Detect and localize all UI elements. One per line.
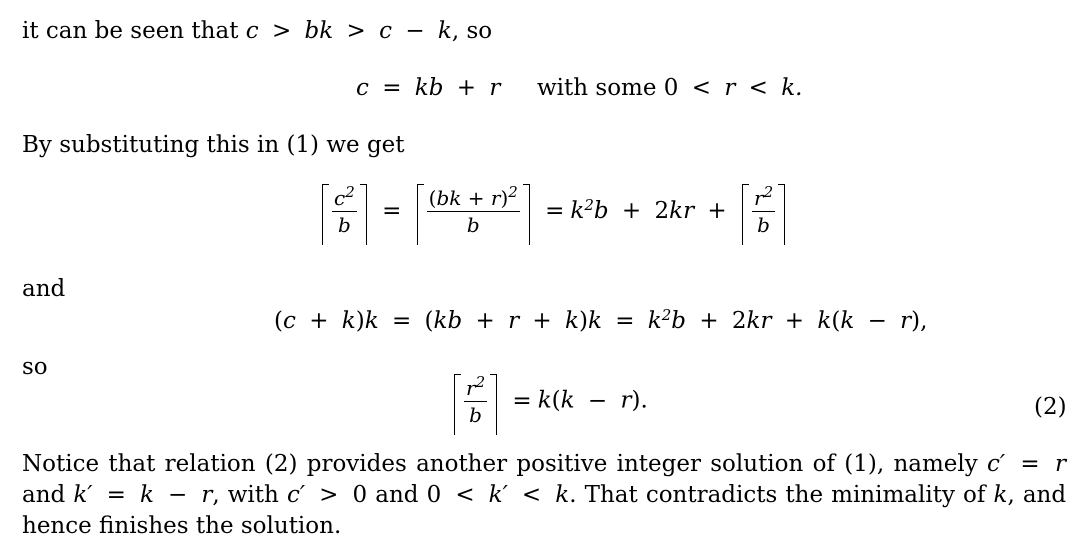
equation-product-expansion: $(c + k)k = (kb + r + k)k = k^2b + 2kr + k(k - r)$, bbox=[274, 305, 928, 334]
intro-text: it can be seen that bbox=[22, 18, 239, 44]
ceiling-c2-over-b: $\frac{c^2}{b}$ bbox=[322, 184, 367, 239]
intro-suffix: , so bbox=[451, 18, 493, 44]
word-and: and bbox=[22, 276, 66, 302]
ceiling-r2-over-b-result: $\frac{r^2}{b}$ bbox=[454, 374, 497, 429]
paragraph-substituting: By substituting this in (1) we get bbox=[22, 132, 405, 158]
equation-c-definition: c = kb + r with some 0 < r < k. bbox=[356, 75, 803, 101]
word-so: so bbox=[22, 354, 48, 380]
ceiling-r2-over-b: $\frac{r^2}{b}$ bbox=[742, 184, 785, 239]
paragraph-conclusion: Notice that relation (2) provides another positive integer solution of (1), namely c′ = r and k′ = k − r, with c′ > 0 and 0 < k′ < k. That contradicts the minimality of k, and hence finishes the solution. bbox=[22, 451, 1067, 539]
ceiling-bk-plus-r: $\frac{(bk + r)^2}{b}$ bbox=[417, 184, 530, 239]
equation-two: $\frac{r^2}{b}$ = k(k − r). bbox=[452, 374, 648, 429]
equation-ceiling-expansion: $\frac{c^2}{b}$ = $\frac{(bk + r)^2}{b}$ = $k^2b + 2kr$ + $\frac{r^2}{b}$ bbox=[320, 184, 787, 239]
paragraph-intro bbox=[22, 20, 492, 43]
equation-tag: (2) bbox=[1034, 394, 1067, 420]
equation-with-text: with some bbox=[537, 75, 657, 101]
inequality-math: c > bk > c − k bbox=[245, 18, 452, 44]
